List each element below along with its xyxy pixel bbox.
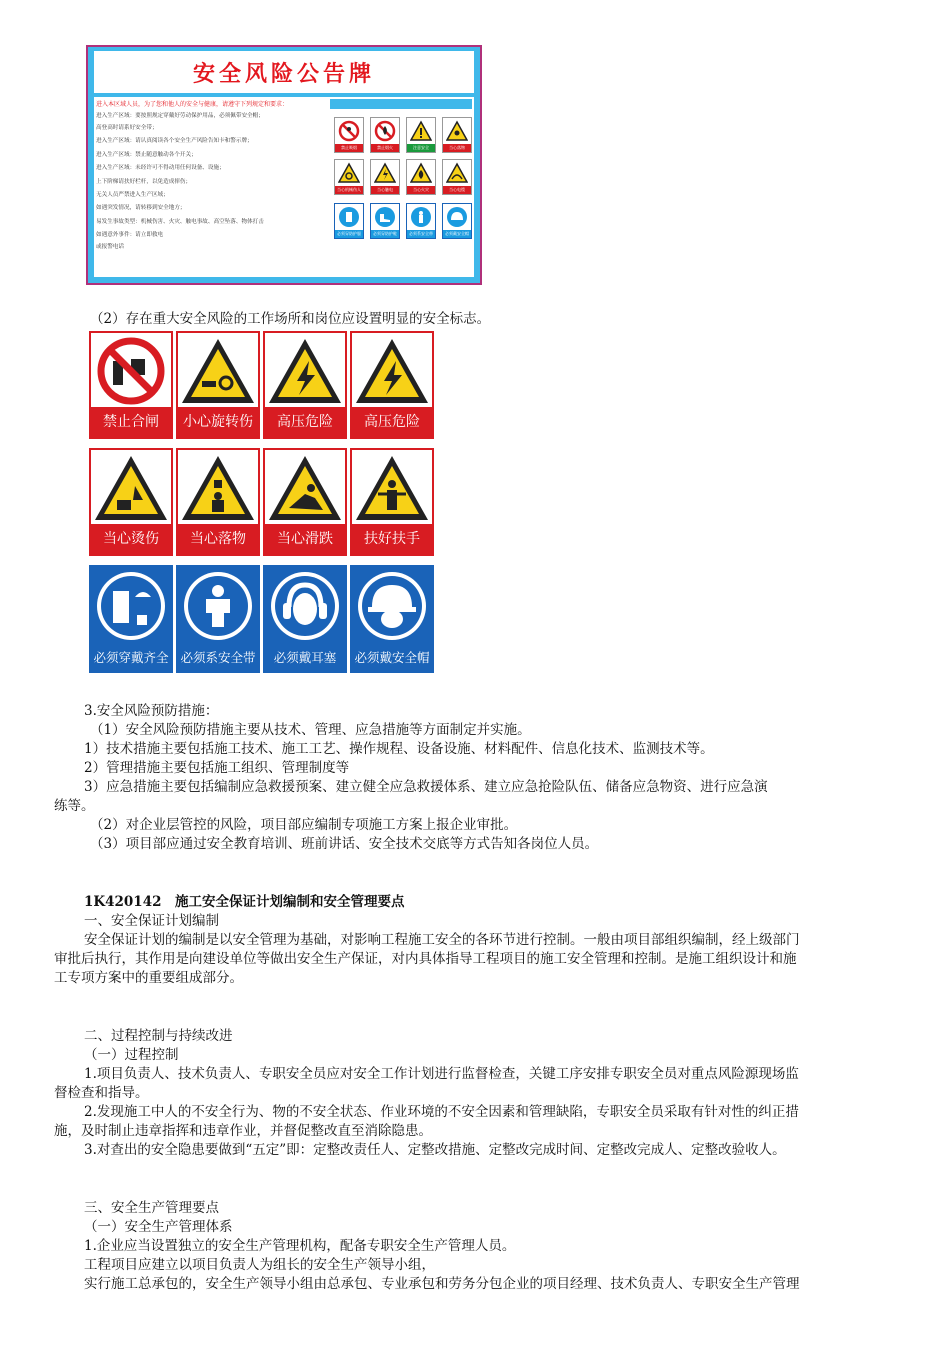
mini-sign-no-smoking bbox=[334, 117, 364, 153]
section3-line: （1）安全风险预防措施主要从技术、管理、应急措施等方面制定并实施。 bbox=[90, 722, 531, 738]
subheading: （一）过程控制 bbox=[84, 1047, 179, 1063]
section3-line: （3）项目部应通过安全教育培训、班前讲话、安全技术交底等方式告知各岗位人员。 bbox=[90, 836, 599, 852]
electric-shock-icon bbox=[265, 333, 345, 407]
warning-triangle-icon bbox=[178, 333, 258, 407]
paragraph: 工程项目应建立以项目负责人为组长的安全生产领导小组， bbox=[84, 1257, 435, 1273]
subheading: （一）安全生产管理体系 bbox=[84, 1219, 233, 1235]
mini-sign-label: 当心触电 bbox=[371, 186, 399, 194]
mini-sign-label: 必须系安全带 bbox=[409, 231, 433, 236]
sign-label: 当心烫伤 bbox=[91, 524, 171, 554]
board-rule: 进入生产区域：请认真阅读各个安全生产风险告知卡和警示牌； bbox=[96, 138, 253, 144]
risk-announcement-board bbox=[86, 45, 482, 285]
safety-harness-icon bbox=[178, 567, 258, 645]
hot-surface-icon bbox=[91, 450, 171, 524]
section3-line: 2）管理措施主要包括施工组织、管理制度等 bbox=[84, 760, 350, 776]
board-rule: 上下阶梯请扶好栏杆，以免造成摔伤； bbox=[96, 179, 192, 185]
mandatory-icon bbox=[338, 206, 360, 228]
sign-wear-protection bbox=[89, 565, 173, 673]
board-rule: 进入生产区域：未经许可不得动用任何设备、设施； bbox=[96, 165, 225, 171]
mini-sign-label: 必须穿防护服 bbox=[337, 231, 361, 236]
warning-triangle-icon bbox=[446, 162, 468, 184]
heading-1: 一、安全保证计划编制 bbox=[84, 913, 219, 929]
board-rule: 易发生事故类型：机械伤害、火灾、触电事故、高空坠落、物体打击 bbox=[96, 219, 264, 225]
mini-sign-label: 禁止吸烟 bbox=[335, 144, 363, 152]
para-2: （2）存在重大安全风险的工作场所和岗位应设置明显的安全标志。 bbox=[90, 311, 491, 327]
fire-icon bbox=[410, 162, 432, 184]
sign-label: 扶好扶手 bbox=[352, 524, 432, 554]
mini-sign-label: 注意安全 bbox=[407, 144, 435, 152]
section3-line: 3）应急措施主要包括编制应急救援预案、建立健全应急救援体系、建立应急抢险队伍、储备应急物资、进行应急演 bbox=[84, 779, 768, 795]
mini-sign-protective-clothing bbox=[334, 203, 364, 239]
board-title-bar bbox=[94, 51, 474, 93]
mini-sign-label: 当心落物 bbox=[443, 144, 471, 152]
board-rule: 如遇意外事件：请立即救电 bbox=[96, 232, 164, 238]
board-rule: 如遇突发情况，请转移到安全地方； bbox=[96, 205, 186, 211]
mini-sign-fire bbox=[406, 159, 436, 195]
board-panel bbox=[94, 97, 474, 277]
mini-sign-helmet bbox=[442, 203, 472, 239]
sign-label: 必须戴耳塞 bbox=[273, 650, 337, 665]
sign-burn-hazard bbox=[89, 448, 173, 556]
prohibition-icon bbox=[338, 120, 360, 142]
section3-heading: 3.安全风险预防措施： bbox=[84, 703, 219, 719]
sign-label: 必须系安全带 bbox=[180, 650, 256, 665]
sign-label: 小心旋转伤 bbox=[178, 407, 258, 437]
electric-shock-icon bbox=[374, 162, 396, 184]
sign-wear-earplugs bbox=[263, 565, 347, 673]
section3-line: 练等。 bbox=[54, 798, 95, 814]
mandatory-icon bbox=[374, 206, 396, 228]
mini-sign-label: 当心火灾 bbox=[407, 186, 435, 194]
sign-wear-safety-belt bbox=[176, 565, 260, 673]
section3-line: （2）对企业层管控的风险，项目部应编制专项施工方案上报企业审批。 bbox=[90, 817, 518, 833]
handrail-icon bbox=[352, 450, 432, 524]
heading-3: 三、安全生产管理要点 bbox=[84, 1200, 219, 1216]
warning-triangle-icon bbox=[410, 120, 432, 142]
mini-sign-label: 当心电缆 bbox=[443, 186, 471, 194]
mini-sign-label: 禁止烟火 bbox=[371, 144, 399, 152]
paragraph: 安全保证计划的编制是以安全管理为基础，对影响工程施工安全的各环节进行控制。一般由项目部组织编制，经上级部门 bbox=[84, 932, 800, 948]
sign-label: 高压危险 bbox=[265, 407, 345, 437]
mini-sign-falling-objects bbox=[442, 117, 472, 153]
mandatory-icon bbox=[410, 206, 432, 228]
slip-icon bbox=[265, 450, 345, 524]
board-intro: 进入本区域人员，为了您和他人的安全与健康，请遵守下列规定和要求： bbox=[96, 101, 289, 108]
sign-high-voltage-1 bbox=[263, 331, 347, 439]
warning-triangle-icon bbox=[338, 162, 360, 184]
mini-sign-caution bbox=[406, 117, 436, 153]
mini-sign-cable bbox=[442, 159, 472, 195]
paragraph: 2.发现施工中人的不安全行为、物的不安全状态、作业环境的不安全因素和管理缺陷，专职安全员采取有针对性的纠正措 bbox=[84, 1104, 799, 1120]
paragraph: 工专项方案中的重要组成部分。 bbox=[54, 970, 243, 986]
protective-clothing-icon bbox=[91, 567, 171, 645]
heading-2: 二、过程控制与持续改进 bbox=[84, 1028, 233, 1044]
sign-rotating-hazard bbox=[176, 331, 260, 439]
warning-triangle-icon bbox=[446, 120, 468, 142]
sign-high-voltage-2 bbox=[350, 331, 434, 439]
sign-falling-objects bbox=[176, 448, 260, 556]
paragraph: 3.对查出的安全隐患要做到“五定”即：定整改责任人、定整改措施、定整改完成时间、定整改完成人、定整改验收人。 bbox=[84, 1142, 786, 1158]
mini-sign-safety-shoes bbox=[370, 203, 400, 239]
electric-shock-icon bbox=[352, 333, 432, 407]
sign-no-switch-on bbox=[89, 331, 173, 439]
helmet-icon bbox=[352, 567, 432, 645]
mini-sign-electric bbox=[370, 159, 400, 195]
mini-sign-label: 当心机械伤人 bbox=[337, 187, 361, 192]
sign-label: 高压危险 bbox=[352, 407, 432, 437]
sign-label: 当心滑跌 bbox=[265, 524, 345, 554]
paragraph: 1.项目负责人、技术负责人、专职安全员应对安全工作计划进行监督检查，关键工序安排专职安全员对重点风险源现场监 bbox=[84, 1066, 799, 1082]
mini-sign-no-fire bbox=[370, 117, 400, 153]
board-rule: 进入生产区域：禁止随意触动各个开关； bbox=[96, 152, 197, 158]
board-rule: 或报警电话 bbox=[96, 244, 124, 250]
paragraph: 施，及时制止违章指挥和违章作业，并督促整改直至消除隐患。 bbox=[54, 1123, 432, 1139]
sign-wear-helmet bbox=[350, 565, 434, 673]
sign-label: 必须戴安全帽 bbox=[354, 650, 430, 665]
section3-line: 1）技术措施主要包括施工技术、施工工艺、操作规程、设备设施、材料配件、信息化技术、监测技术等。 bbox=[84, 741, 714, 757]
sign-slippery bbox=[263, 448, 347, 556]
sign-label: 必须穿戴齐全 bbox=[93, 650, 169, 665]
board-rule: 进入生产区域：要按照规定穿戴好劳动保护用品，必须佩带安全帽； bbox=[96, 113, 264, 119]
paragraph: 实行施工总承包的，安全生产领导小组由总承包、专业承包和劳务分包企业的项目经理、技术负责人、专职安全生产管理 bbox=[84, 1276, 800, 1292]
paragraph: 审批后执行，其作用是向建设单位等做出安全生产保证，对内具体指导工程项目的施工安全管理和控制。是施工组织设计和施 bbox=[54, 951, 797, 967]
mini-sign-label: 必须戴安全帽 bbox=[445, 231, 469, 236]
mandatory-icon bbox=[446, 206, 468, 228]
ear-protection-icon bbox=[265, 567, 345, 645]
mini-sign-label: 必须穿防护鞋 bbox=[373, 231, 397, 236]
sign-handrail bbox=[350, 448, 434, 556]
sign-label: 禁止合闸 bbox=[91, 407, 171, 437]
board-title: 安全风险公告牌 bbox=[192, 61, 375, 87]
prohibition-icon bbox=[374, 120, 396, 142]
paragraph: 督检查和指导。 bbox=[54, 1085, 149, 1101]
mini-sign-safety-belt bbox=[406, 203, 436, 239]
falling-object-icon bbox=[178, 450, 258, 524]
prohibition-icon bbox=[91, 333, 171, 407]
mini-sign-machinery bbox=[334, 159, 364, 195]
board-blue-bar bbox=[330, 99, 472, 109]
board-rule: 无关人员严禁进入生产区域； bbox=[96, 192, 169, 198]
section-code-title: 1K420142 施工安全保证计划编制和安全管理要点 bbox=[84, 894, 405, 910]
sign-label: 当心落物 bbox=[178, 524, 258, 554]
board-rule: 高登高时请系好安全带； bbox=[96, 125, 158, 131]
paragraph: 1.企业应当设置独立的安全生产管理机构，配备专职安全生产管理人员。 bbox=[84, 1238, 516, 1254]
